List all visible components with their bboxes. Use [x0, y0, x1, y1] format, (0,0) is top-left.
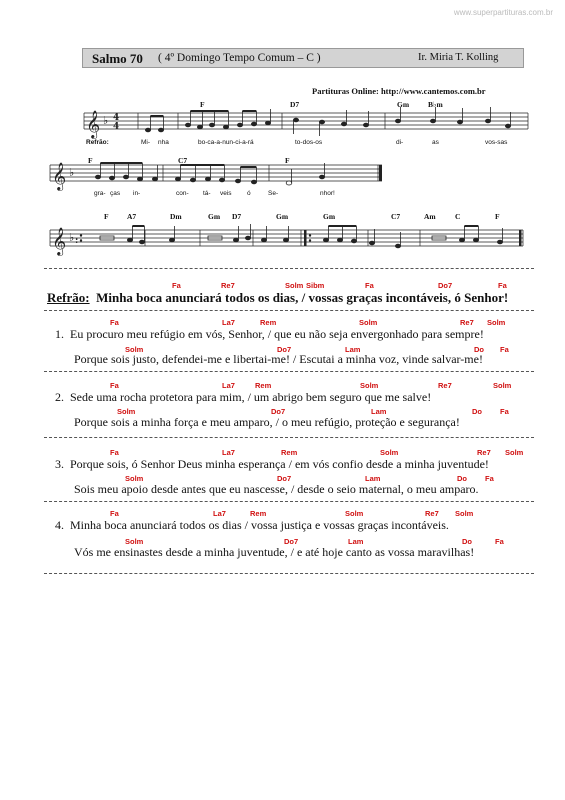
lyric: vos-sas [485, 139, 508, 146]
chord-red: Lam [348, 537, 364, 546]
verse-text: Minha boca anunciará todos os dias / vossa justiça e vossas graças incontáveis. [70, 518, 449, 532]
divider [44, 310, 534, 311]
chord-red: Do [462, 537, 472, 546]
lyric: gra- [94, 190, 106, 197]
chord-red: La7 [222, 318, 235, 327]
chord-red: Solm [285, 281, 304, 290]
chord-red: Lam [345, 345, 361, 354]
chord-red: Solm [493, 381, 512, 390]
chord-red: Lam [365, 474, 381, 483]
chord: D7 [290, 100, 300, 109]
chord-red: Lam [371, 407, 387, 416]
song-author: Ir. Miria T. Kolling [418, 52, 499, 63]
verse-text: Porque sois, ó Senhor Deus minha esperança / em vós confio desde a minha juventude! [70, 457, 489, 471]
divider [44, 501, 534, 502]
chord: Gm [208, 212, 221, 221]
verse-1-line-1 [55, 327, 484, 342]
chord: F [104, 212, 109, 221]
chord-red: Fa [110, 448, 119, 457]
chord: Gm [323, 212, 336, 221]
verse-3-line-1 [55, 457, 489, 472]
chord-red: La7 [222, 381, 235, 390]
chord-red: Solm [125, 345, 144, 354]
chord: B♭m [428, 100, 443, 109]
verse-number: 1. [55, 327, 64, 341]
chord-red: Solm [505, 448, 524, 457]
chord: F [285, 156, 290, 165]
svg-text:4: 4 [113, 113, 120, 123]
chord-red: Rem [281, 448, 298, 457]
lyric: veis [220, 190, 232, 197]
verse-2-line-2: Porque sois a minha força e meu amparo, / o meu refúgio, proteção e segurança! [74, 415, 460, 429]
chord-red: Re7 [425, 509, 439, 518]
chord: C7 [391, 212, 401, 221]
chord-red: Solm [487, 318, 506, 327]
chord-red: Fa [500, 345, 509, 354]
chord-red: Fa [498, 281, 507, 290]
chord-red: Rem [250, 509, 267, 518]
treble-clef: 𝄞 [86, 110, 101, 138]
lyric: ó [247, 190, 251, 197]
lyric: nhor! [320, 190, 335, 197]
chord-red: Re7 [221, 281, 235, 290]
chord-red: Fa [110, 509, 119, 518]
chord-red: Sibm [306, 281, 325, 290]
chord-red: Rem [255, 381, 272, 390]
chord: F [495, 212, 500, 221]
divider [44, 437, 534, 438]
chord-red: Rem [260, 318, 277, 327]
lyric: tá- [203, 190, 211, 197]
chord-red: Fa [172, 281, 181, 290]
chord-red: Solm [125, 474, 144, 483]
chord-red: Solm [345, 509, 364, 518]
chord-red: Solm [380, 448, 399, 457]
chord: F [200, 100, 205, 109]
chord: C [455, 212, 461, 221]
chord-red: Re7 [460, 318, 474, 327]
chord-red: Fa [365, 281, 374, 290]
chord: Am [424, 212, 436, 221]
verse-number: 2. [55, 390, 64, 404]
watermark: www.superpartituras.com.br [453, 8, 553, 17]
verse-number: 3. [55, 457, 64, 471]
chord: Gm [397, 100, 410, 109]
divider [44, 573, 534, 574]
lyric: Mi- [141, 139, 151, 146]
divider [44, 371, 534, 372]
song-subtitle: ( 4º Domingo Tempo Comum – C ) [158, 52, 321, 64]
chord-red: Do7 [271, 407, 286, 416]
chord-red: Do [457, 474, 467, 483]
refrain-label-sheet: Refrão: [86, 139, 109, 146]
chord-red: Solm [455, 509, 474, 518]
chord: C7 [178, 156, 188, 165]
verse-number: 4. [55, 518, 64, 532]
verse-4-line-1 [55, 518, 449, 533]
chord-red: Fa [500, 407, 509, 416]
svg-text::: : [75, 236, 79, 246]
svg-text:♭: ♭ [103, 114, 109, 127]
verse-4-line-2: Vós me ensinastes desde a minha juventude, / e até hoje canto as vossa maravilhas! [74, 545, 475, 559]
song-title: Salmo 70 [92, 51, 143, 66]
divider [44, 268, 534, 269]
chord: Dm [170, 212, 182, 221]
chord-red: Fa [485, 474, 494, 483]
chord-red: Solm [360, 381, 379, 390]
chord-red: Solm [117, 407, 136, 416]
lyric: ças [110, 190, 121, 197]
chord-red: Solm [125, 537, 144, 546]
verse-text: Eu procuro meu refúgio em vós, Senhor, / que eu não seja envergonhado para sempre! [70, 327, 484, 341]
chord-red: Solm [359, 318, 378, 327]
lyric: in- [133, 190, 141, 197]
chord-red: Fa [110, 381, 119, 390]
lyric: nha [158, 139, 169, 146]
verse-3-line-2: Sois meu apoio desde antes que eu nascesse, / desde o seio maternal, o meu amparo. [74, 482, 479, 496]
chord-red: Do7 [277, 474, 292, 483]
verse-text: Sede uma rocha protetora para mim, / um abrigo bem seguro que me salve! [70, 390, 432, 404]
chord: F [88, 156, 93, 165]
refrain-label: Refrão: [47, 290, 90, 305]
chord: Gm [276, 212, 289, 221]
chord-red: Fa [495, 537, 504, 546]
chord-red: Re7 [477, 448, 491, 457]
svg-text:♭: ♭ [69, 231, 75, 244]
lyric: as [432, 139, 439, 146]
chord-red: Do [474, 345, 484, 354]
svg-text:𝄞: 𝄞 [52, 162, 67, 190]
chord-red: La7 [222, 448, 235, 457]
lyric: di- [396, 139, 404, 146]
chord-red: Fa [110, 318, 119, 327]
lyric: to-dos-os [295, 139, 323, 146]
lyric: bo-ca-a-nun-ci-a-rá [198, 139, 254, 146]
lyric: con- [176, 190, 189, 197]
chord-red: Do [472, 407, 482, 416]
chord: A7 [127, 212, 137, 221]
chord-red: Do7 [277, 345, 292, 354]
verse-2-line-1 [55, 390, 431, 405]
chord: D7 [232, 212, 242, 221]
svg-text:4: 4 [113, 122, 120, 132]
chord-red: Do7 [438, 281, 453, 290]
chord-red: La7 [213, 509, 226, 518]
refrain-line [47, 290, 508, 306]
verse-1-line-2: Porque sois justo, defendei-me e libertai-me! / Escutai a minha voz, vinde salvar-me! [74, 352, 483, 366]
svg-text:♭: ♭ [69, 166, 75, 179]
music-staves [0, 0, 565, 260]
lyric: Se- [268, 190, 279, 197]
refrain-text: Minha boca anunciará todos os dias, / vossas graças incontáveis, ó Senhor! [96, 290, 509, 305]
svg-text:𝄞: 𝄞 [52, 227, 67, 255]
chord-red: Re7 [438, 381, 452, 390]
online-credit: Partituras Online: http://www.cantemos.com.br [312, 86, 486, 96]
chord-red: Do7 [284, 537, 299, 546]
